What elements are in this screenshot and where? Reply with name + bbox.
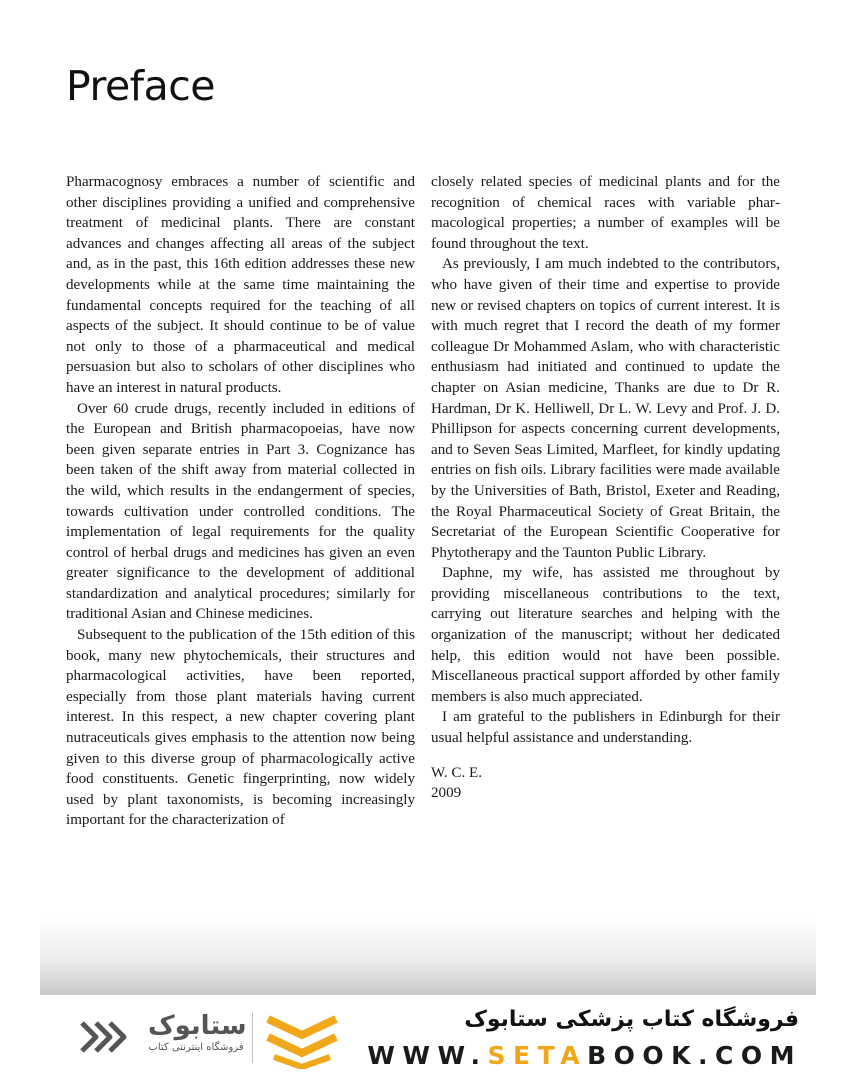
logo-name: ستابوک	[148, 1011, 247, 1041]
signature-initials: W. C. E.	[431, 764, 483, 781]
url-suffix: BOOK.COM	[587, 1041, 802, 1070]
paragraph: Over 60 crude drugs, recently included in editions of the European and British pharmacopoeias, have now been given separate entries in Part 3. Cognizance has been taken of the shift away from material collected in the wild, which results in the endangerment of species, towards cultivation under controlled conditions. The implementation of legal requirements for the quality control of herbal drugs and medicines has given an even greater significance to the development of additional standardization and analytical procedures; similarly for traditional Asian and Chinese medicines.	[66, 400, 415, 623]
paragraph: Pharmacognosy embraces a number of scientific and other disciplines providing a unified and comprehensive treatment of medicinal plants. There are constant advances and changes affecting all areas of the subject and, as in the past, this 16th edition addresses these new developments while at the same time maintaining the fundamental concepts required for the teaching of all aspects of the subject. It should continue to be of value not only to those of a pharmaceutical and medical persuasion but also to scholars of other disciplines who have an interest in natural products.	[66, 174, 415, 396]
store-url[interactable]	[367, 1041, 802, 1070]
left-column	[66, 172, 415, 831]
paragraph: Subsequent to the publication of the 15th edition of this book, many new phytochemicals, their structures and pharmacological activities, have been reported, especially from those plant materials having current interest. In this respect, a new chapter covering plant nutraceuticals gives emphasis to the attention now being given to this diverse group of pharmacologically active food constituents. Genetic fingerprinting, now widely used by plant taxonomists, is becoming increasingly important for the characterization of	[66, 627, 415, 829]
publisher-footer	[0, 995, 857, 1080]
signature-year: 2009	[431, 785, 462, 802]
stacked-chevrons-icon	[264, 1013, 340, 1069]
logo-divider	[252, 1013, 253, 1063]
store-name: فروشگاه کتاب پزشکی ستابوک	[464, 1007, 799, 1032]
paragraph: I am grateful to the publishers in Edinburgh for their usual helpful assistance and understanding.	[431, 709, 780, 747]
chevron-right-icon	[74, 1015, 144, 1065]
right-column	[431, 172, 780, 804]
paragraph: As previously, I am much indebted to the contributors, who have given of their time and expertise to provide new or revised chapters on topics of current interest. It is with much regret that I record the death of my former colleague Dr Mohammed Aslam, who with characteristic enthusiasm had initiated and continued to update the chapter on Asian medicine, Thanks are due to Dr R. Hardman, Dr K. Helliwell, Dr L. W. Levy and Prof. J. D. Phillipson for aspects concerning current developments, and to Seven Seas Limited, Marfleet, for kindly updating entries on fish oils. Library facilities were made available by the Universities of Bath, Bristol, Exeter and Reading, the Royal Pharmaceutical Society of Great Britain, the Secretariat of the European Scientific Cooperative for Phytotherapy and the Taunton Public Library.	[431, 256, 780, 561]
page-title: Preface	[66, 62, 216, 110]
url-accent: SETA	[487, 1041, 588, 1070]
paragraph: closely related species of medicinal plants and for the recognition of chemical races with variable pharmacological properties; a number of examples will be found throughout the text.	[431, 174, 780, 252]
paragraph: Daphne, my wife, has assisted me throughout by providing miscellaneous contributions to the text, carrying out literature searches and helping with the organization of the manuscript; without her dedicated help, this edition would not have been possible. Miscellaneous practical support afforded by other family members is also much appreciated.	[431, 565, 780, 705]
logo-wordmark	[148, 1011, 247, 1069]
page-bottom-shadow	[40, 915, 816, 995]
url-prefix: WWW.	[367, 1041, 488, 1070]
logo-tagline: فروشگاه اینترنتی کتاب	[148, 1042, 244, 1053]
